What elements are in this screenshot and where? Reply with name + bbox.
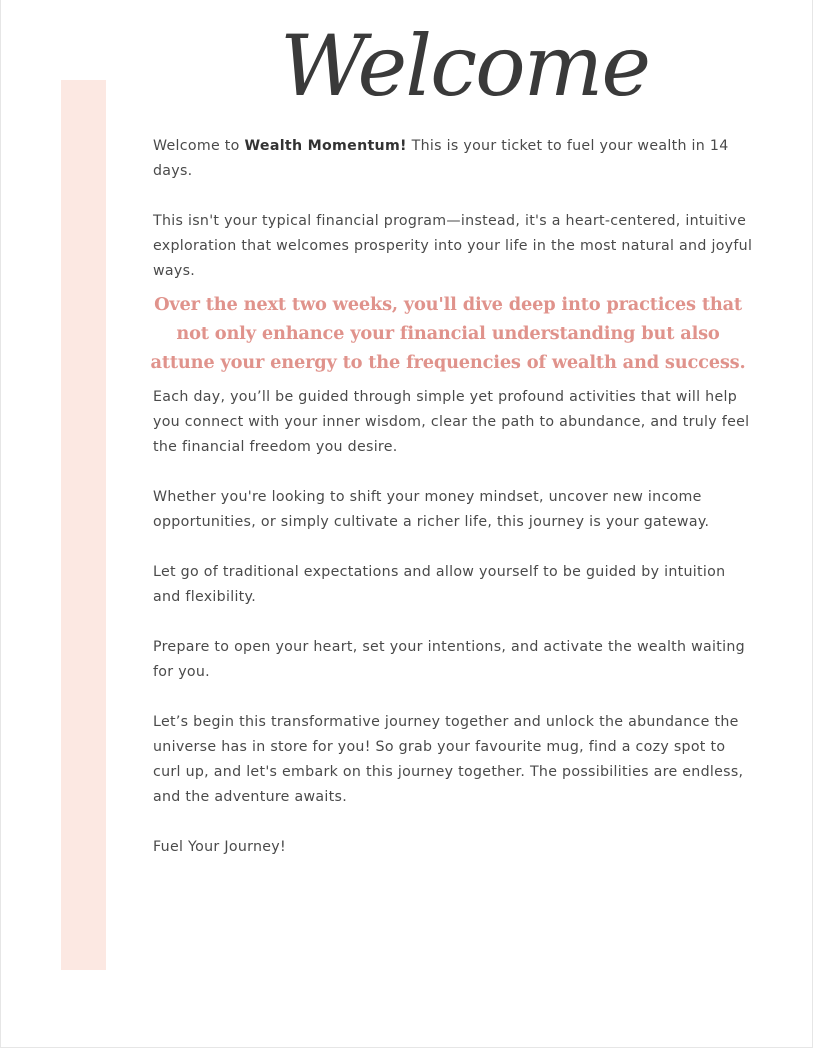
expectations-paragraph: Let go of traditional expectations and allow yourself to be guided by intuition and flexibility. xyxy=(153,564,726,605)
decorative-side-bar xyxy=(61,80,106,970)
journey-paragraph: Let’s begin this transformative journey together and unlock the abundance the universe has in store for you! So grab your favourite mug, find a cozy spot to curl up, and let's embark on this journey together. The possibilities are endless, and the adventure awaits. xyxy=(153,714,744,805)
letter-body xyxy=(150,134,753,860)
daily-guidance-paragraph: Each day, you’ll be guided through simple yet profound activities that will help you connect with your inner wisdom, clear the path to abundance, and truly feel the financial freedom you desire. xyxy=(153,389,750,455)
highlight-quote: Over the next two weeks, you'll dive deep into practices that not only enhance your financial understanding but also attune your energy to the frequencies of wealth and success. xyxy=(150,294,746,373)
intro-suffix: This is your ticket to fuel your wealth in 14 days. xyxy=(153,138,729,179)
mindset-paragraph: Whether you're looking to shift your money mindset, uncover new income opportunities, or simply cultivate a richer life, this journey is your gateway. xyxy=(153,489,710,530)
brand-name: Wealth Momentum! xyxy=(244,138,407,154)
intro-paragraph xyxy=(153,134,753,184)
intro-prefix: Welcome to xyxy=(153,138,245,154)
page-title: Welcome xyxy=(280,17,650,115)
program-description: This isn't your typical financial program—instead, it's a heart-centered, intuitive exploration that welcomes prosperity into your life in the most natural and joyful ways. xyxy=(153,213,753,279)
intentions-paragraph: Prepare to open your heart, set your intentions, and activate the wealth waiting for you. xyxy=(153,639,745,680)
signoff: Fuel Your Journey! xyxy=(153,839,286,855)
